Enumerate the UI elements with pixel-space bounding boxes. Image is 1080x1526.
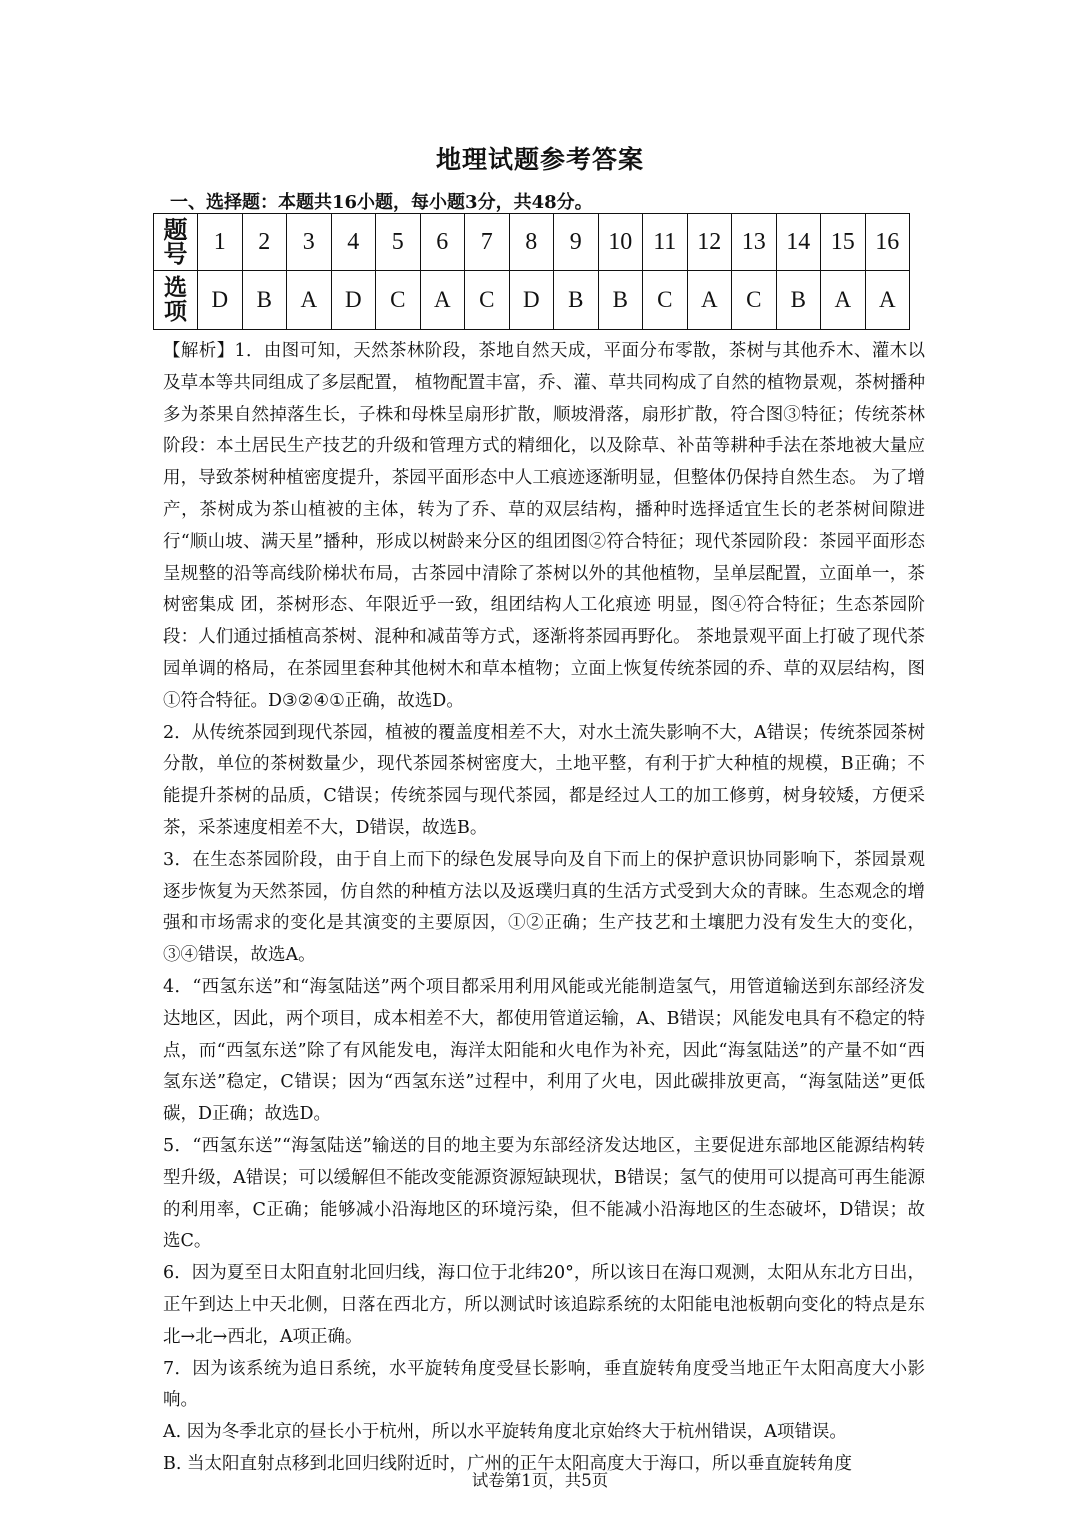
question-number: 2 [242, 214, 287, 271]
answer-table-number-row [154, 214, 910, 271]
explanation-paragraph: 6．因为夏至日太阳直射北回归线，海口位于北纬20°，所以该日在海口观测，太阳从东北方日出，正午到达上中天北侧，日落在西北方，所以测试时该追踪系统的太阳能电池板朝向变化的特点是东北→北→西北，A项正确。 [163, 1263, 925, 1347]
number-row-label [154, 214, 198, 271]
question-number: 8 [509, 214, 554, 271]
question-number: 14 [776, 214, 821, 271]
answer-cell: D [198, 271, 243, 330]
answer-cell: C [376, 271, 421, 330]
answer-cell: B [598, 271, 643, 330]
explanation-paragraph: B. 当太阳直射点移到北回归线附近时，广州的正午太阳高度大于海口，所以垂直旋转角度 [163, 1453, 852, 1474]
page-footer: 试卷第1页，共5页 [471, 1471, 609, 1490]
answer-cell: B [776, 271, 821, 330]
question-number: 10 [598, 214, 643, 271]
question-number: 16 [865, 214, 910, 271]
answer-cell: B [242, 271, 287, 330]
answer-table [153, 213, 910, 330]
question-number: 5 [376, 214, 421, 271]
answer-cell: C [643, 271, 688, 330]
explanation-paragraph: 5．“西氢东送”“海氢陆送”输送的目的地主要为东部经济发达地区，主要促进东部地区能源结构转型升级，A错误；可以缓解但不能改变能源资源短缺现状，B错误；氢气的使用可以提高可再生能源的利用率，C正确；能够减小沿海地区的环境污染，但不能减小沿海地区的生态破坏，D错误；故选C。 [163, 1135, 925, 1252]
question-number: 12 [687, 214, 732, 271]
answer-row-label [154, 271, 198, 330]
answer-row-label-text: 选 项 [164, 275, 187, 325]
explanation-paragraph: 4．“西氢东送”和“海氢陆送”两个项目都采用利用风能或光能制造氢气，用管道输送到东部经济发达地区，因此，两个项目，成本相差不大，都使用管道运输，A、B错误；风能发电具有不稳定的特点，而“西氢东送”除了有风能发电，海洋太阳能和火电作为补充，因此“海氢陆送”的产量不如“西氢东送”稳定，C错误；因为“西氢东送”过程中，利用了火电，因此碳排放更高，“海氢陆送”更低碳，D正确；故选D。 [163, 976, 925, 1125]
explanation-paragraph: 2．从传统茶园到现代茶园，植被的覆盖度相差不大，对水土流失影响不大，A错误；传统茶园茶树分散，单位的茶树数量少，现代茶园茶树密度大，土地平整，有利于扩大种植的规模，B正确；不能提升茶树的品质，C错误；传统茶园与现代茶园，都是经过人工的加工修剪，树身较矮，方便采茶，采茶速度相差不大，D错误，故选B。 [163, 722, 925, 838]
answer-cell: C [465, 271, 510, 330]
answer-cell: A [821, 271, 866, 330]
question-number: 13 [732, 214, 777, 271]
explanation-body [163, 336, 925, 1481]
answer-table-answer-row [154, 271, 910, 330]
explanation-paragraph: A. 因为冬季北京的昼长小于杭州，所以水平旋转角度北京始终大于杭州错误，A项错误。 [163, 1422, 847, 1443]
question-number: 11 [643, 214, 688, 271]
answer-cell: A [865, 271, 910, 330]
answer-cell: B [554, 271, 599, 330]
explanation-paragraph: 3．在生态茶园阶段，由于自上而下的绿色发展导向及自下而上的保护意识协同影响下，茶园景观逐步恢复为天然茶园，仿自然的种植方法以及返璞归真的生活方式受到大众的青睐。生态观念的增强和市场需求的变化是其演变的主要原因，①②正确；生产技艺和土壤肥力没有发生大的变化，③④错误，故选A。 [163, 849, 925, 966]
question-number: 7 [465, 214, 510, 271]
explanation-paragraph: 【解析】1．由图可知，天然茶林阶段，茶地自然天成，平面分布零散，茶树与其他乔木、灌木以及草本等共同组成了多层配置， 植物配置丰富，乔、灌、草共同构成了自然的植物景观，茶树播种多为茶果自然掉落生长，子株和母株呈扇形扩散，顺坡滑落，扇形扩散，符合图③特征；传统茶林阶段：本土居民生产技艺的升级和管理方式的精细化，以及除草、补苗等耕种手法在茶地被大量应用，导致茶树种植密度提升，茶园平面形态中人工痕迹逐渐明显，但整体仍保持自然生态。 为了增产，茶树成为茶山植被的主体，转为了乔、草的双层结构，播种时选择适宜生长的老茶树间隙进 行“顺山坡、满天星”播种，形成以树龄来分区的组团图②符合特征；现代茶园阶段：茶园平面形态呈规整的沿等高线阶梯状布局，古茶园中清除了茶树以外的其他植物，呈单层配置，立面单一，茶树密集成 团，茶树形态、年限近乎一致，组团结构人工化痕迹 明显，图④符合特征；生态茶园阶段：人们通过插植高茶树、混种和减苗等方式，逐渐将茶园再野化。 茶地景观平面上打破了现代茶园单调的格局，在茶园里套种其他树木和草本植物；立面上恢复传统茶园的乔、草的双层结构，图①符合特征。D③②④①正确，故选D。 [163, 341, 925, 711]
answer-cell: D [331, 271, 376, 330]
question-number: 4 [331, 214, 376, 271]
explanation-paragraph: 7．因为该系统为追日系统，水平旋转角度受昼长影响，垂直旋转角度受当地正午太阳高度大小影响。 [163, 1358, 925, 1411]
answer-cell: D [509, 271, 554, 330]
page-title: 地理试题参考答案 [435, 145, 644, 174]
section-heading: 一、选择题：本题共16小题，每小题3分，共48分。 [170, 192, 593, 213]
answer-cell: A [287, 271, 332, 330]
answer-cell: A [687, 271, 732, 330]
number-row-label-text: 题 号 [163, 216, 188, 268]
question-number: 9 [554, 214, 599, 271]
answer-cell: A [420, 271, 465, 330]
question-number: 15 [821, 214, 866, 271]
question-number: 3 [287, 214, 332, 271]
question-number: 6 [420, 214, 465, 271]
answer-cell: C [732, 271, 777, 330]
question-number: 1 [198, 214, 243, 271]
